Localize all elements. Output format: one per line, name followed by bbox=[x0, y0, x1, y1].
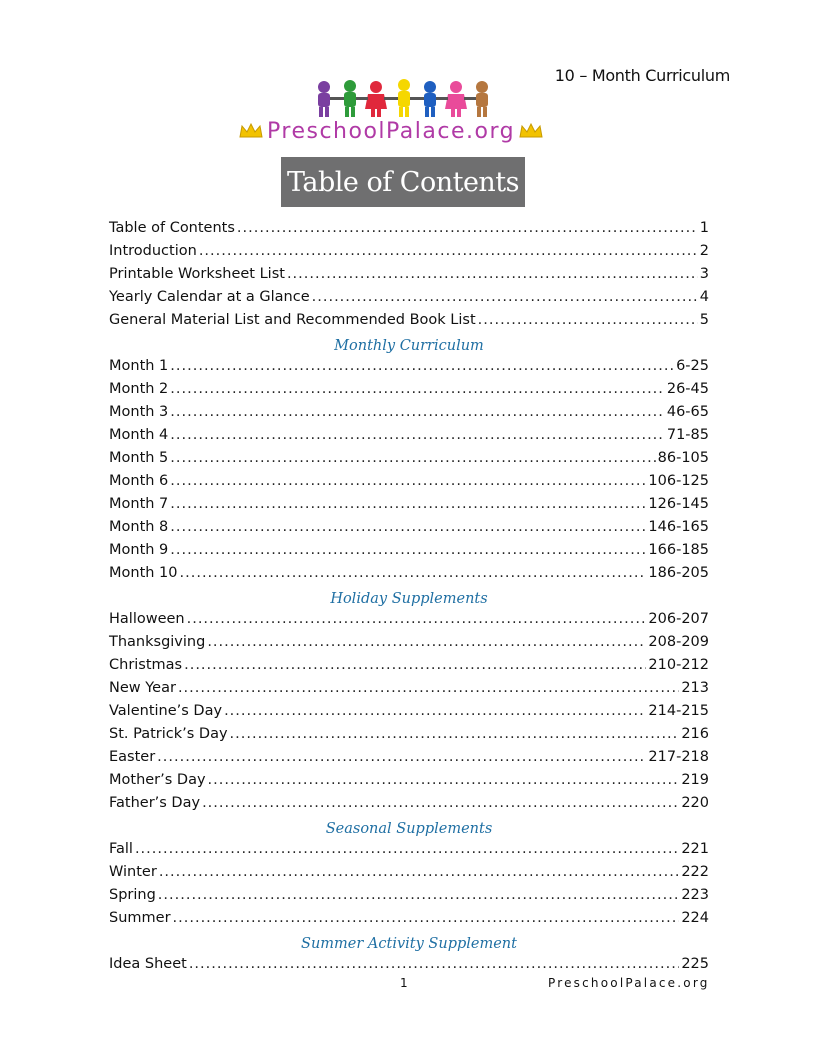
toc-entry-label: Month 2 bbox=[109, 381, 169, 397]
toc-entry-page: 1 bbox=[699, 220, 709, 236]
section-heading-seasonal: Seasonal Supplements bbox=[325, 821, 493, 837]
toc-entry-label: Table of Contents bbox=[109, 220, 235, 236]
dot-leader bbox=[170, 473, 646, 489]
dot-leader bbox=[312, 289, 698, 305]
toc-entry-page: 206-207 bbox=[648, 611, 709, 627]
page-title: Table of Contents bbox=[286, 166, 520, 198]
toc-entry-page: 46-65 bbox=[666, 404, 709, 420]
toc-entry-label: Fall bbox=[109, 841, 133, 857]
toc-entry-label: St. Patrick’s Day bbox=[109, 726, 228, 742]
toc-entry-page: 223 bbox=[681, 887, 709, 903]
dot-leader bbox=[237, 220, 698, 236]
toc-entry bbox=[109, 772, 709, 795]
dot-leader bbox=[207, 634, 646, 650]
toc-entry-page: 146-165 bbox=[648, 519, 709, 535]
toc-entry-label: Printable Worksheet List bbox=[109, 266, 285, 282]
toc-entry-page: 3 bbox=[699, 266, 709, 282]
toc-entry-page: 210-212 bbox=[648, 657, 709, 673]
toc-entry bbox=[109, 381, 709, 404]
toc-entry-page: 106-125 bbox=[648, 473, 709, 489]
toc-entry-page: 166-185 bbox=[648, 542, 709, 558]
dot-leader bbox=[180, 565, 647, 581]
toc-entry-label: Month 8 bbox=[109, 519, 169, 535]
toc-entry-page: 26-45 bbox=[666, 381, 709, 397]
toc-entry-page: 126-145 bbox=[648, 496, 709, 512]
toc-entry-label: Introduction bbox=[109, 243, 197, 259]
toc-entry bbox=[109, 611, 709, 634]
dot-leader bbox=[189, 956, 679, 972]
dot-leader bbox=[170, 404, 665, 420]
toc-entry bbox=[109, 404, 709, 427]
toc-entry-label: Month 10 bbox=[109, 565, 178, 581]
toc-entry-label: Idea Sheet bbox=[109, 956, 187, 972]
toc-entry bbox=[109, 657, 709, 680]
toc-entry bbox=[109, 749, 709, 772]
toc-entry bbox=[109, 243, 709, 266]
toc-entry-page: 2 bbox=[699, 243, 709, 259]
toc-entry-label: Yearly Calendar at a Glance bbox=[109, 289, 310, 305]
dot-leader bbox=[170, 381, 665, 397]
dot-leader bbox=[184, 657, 646, 673]
toc-entry-label: Father’s Day bbox=[109, 795, 201, 811]
toc-entry bbox=[109, 795, 709, 818]
dot-leader bbox=[208, 772, 680, 788]
toc-entry bbox=[109, 312, 709, 335]
toc-entry bbox=[109, 726, 709, 749]
dot-leader bbox=[157, 749, 646, 765]
toc-entry-page: 214-215 bbox=[648, 703, 709, 719]
toc-entry bbox=[109, 887, 709, 910]
toc-entry-label: Mother’s Day bbox=[109, 772, 206, 788]
dot-leader bbox=[187, 611, 647, 627]
dot-leader bbox=[287, 266, 698, 282]
toc-entry bbox=[109, 841, 709, 864]
toc-entry-page: 219 bbox=[681, 772, 709, 788]
toc-entry bbox=[109, 565, 709, 588]
toc-entry bbox=[109, 542, 709, 565]
kids-holding-hands-icon bbox=[310, 78, 500, 120]
toc-entry-label: General Material List and Recommended Book List bbox=[109, 312, 476, 328]
section-heading-holiday: Holiday Supplements bbox=[330, 591, 488, 607]
dot-leader bbox=[224, 703, 646, 719]
toc-entry-label: Month 5 bbox=[109, 450, 169, 466]
toc-entry-label: Thanksgiving bbox=[109, 634, 206, 650]
dot-leader bbox=[178, 680, 679, 696]
dot-leader bbox=[173, 910, 680, 926]
dot-leader bbox=[478, 312, 698, 328]
toc-entry bbox=[109, 680, 709, 703]
dot-leader bbox=[170, 427, 665, 443]
toc-entry-page: 86-105 bbox=[657, 450, 709, 466]
toc-entry-page: 213 bbox=[681, 680, 709, 696]
toc-entry-page: 186-205 bbox=[648, 565, 709, 581]
toc-entry-label: Summer bbox=[109, 910, 171, 926]
section-heading-summer: Summer Activity Supplement bbox=[301, 936, 517, 952]
toc-entry-label: Christmas bbox=[109, 657, 183, 673]
logo-text: PreschoolPalace.org bbox=[267, 118, 516, 144]
toc-entry-label: Winter bbox=[109, 864, 157, 880]
toc-entry-label: New Year bbox=[109, 680, 176, 696]
toc-entry-label: Month 3 bbox=[109, 404, 169, 420]
toc-entry bbox=[109, 910, 709, 933]
toc-entry-label: Month 7 bbox=[109, 496, 169, 512]
dot-leader bbox=[159, 864, 680, 880]
toc-entry-page: 217-218 bbox=[648, 749, 709, 765]
dot-leader bbox=[170, 358, 674, 374]
toc-entry bbox=[109, 427, 709, 450]
dot-leader bbox=[199, 243, 698, 259]
footer-page-number: 1 bbox=[400, 976, 408, 990]
section-heading-monthly: Monthly Curriculum bbox=[334, 338, 484, 354]
toc-entry-page: 6-25 bbox=[676, 358, 709, 374]
dot-leader bbox=[135, 841, 679, 857]
toc-entry bbox=[109, 496, 709, 519]
dot-leader bbox=[202, 795, 679, 811]
toc-entry-page: 5 bbox=[699, 312, 709, 328]
toc-entry bbox=[109, 358, 709, 381]
toc-entry-label: Valentine’s Day bbox=[109, 703, 223, 719]
dot-leader bbox=[158, 887, 680, 903]
toc-entry bbox=[109, 220, 709, 243]
toc-entry-label: Easter bbox=[109, 749, 156, 765]
toc-entry-page: 221 bbox=[681, 841, 709, 857]
crown-icon bbox=[238, 122, 264, 140]
toc-entry-page: 225 bbox=[681, 956, 709, 972]
toc-entry-label: Month 9 bbox=[109, 542, 169, 558]
footer-site: PreschoolPalace.org bbox=[548, 976, 710, 990]
toc-entry-label: Month 6 bbox=[109, 473, 169, 489]
toc-entry bbox=[109, 266, 709, 289]
toc-entry bbox=[109, 864, 709, 887]
toc-entry bbox=[109, 519, 709, 542]
preschool-palace-logo bbox=[238, 78, 568, 148]
toc-entry bbox=[109, 473, 709, 496]
toc-entry-page: 222 bbox=[681, 864, 709, 880]
toc-entry-page: 4 bbox=[699, 289, 709, 305]
dot-leader bbox=[170, 519, 646, 535]
toc-entry-label: Halloween bbox=[109, 611, 185, 627]
toc-entry bbox=[109, 703, 709, 726]
toc-entry bbox=[109, 634, 709, 657]
page-footer bbox=[0, 976, 816, 994]
dot-leader bbox=[230, 726, 680, 742]
dot-leader bbox=[170, 542, 646, 558]
toc-entry-label: Spring bbox=[109, 887, 156, 903]
toc-entry bbox=[109, 289, 709, 312]
crown-icon bbox=[518, 122, 544, 140]
toc-entry-label: Month 4 bbox=[109, 427, 169, 443]
toc-entry-page: 208-209 bbox=[648, 634, 709, 650]
table-of-contents bbox=[109, 220, 709, 979]
toc-entry bbox=[109, 450, 709, 473]
header-curriculum-label: 10 – Month Curriculum bbox=[554, 66, 730, 85]
toc-entry-page: 224 bbox=[681, 910, 709, 926]
toc-entry-page: 71-85 bbox=[666, 427, 709, 443]
dot-leader bbox=[170, 496, 646, 512]
page-title-box bbox=[281, 157, 525, 207]
toc-entry-page: 220 bbox=[681, 795, 709, 811]
dot-leader bbox=[170, 450, 655, 466]
toc-entry-label: Month 1 bbox=[109, 358, 169, 374]
toc-entry-page: 216 bbox=[681, 726, 709, 742]
